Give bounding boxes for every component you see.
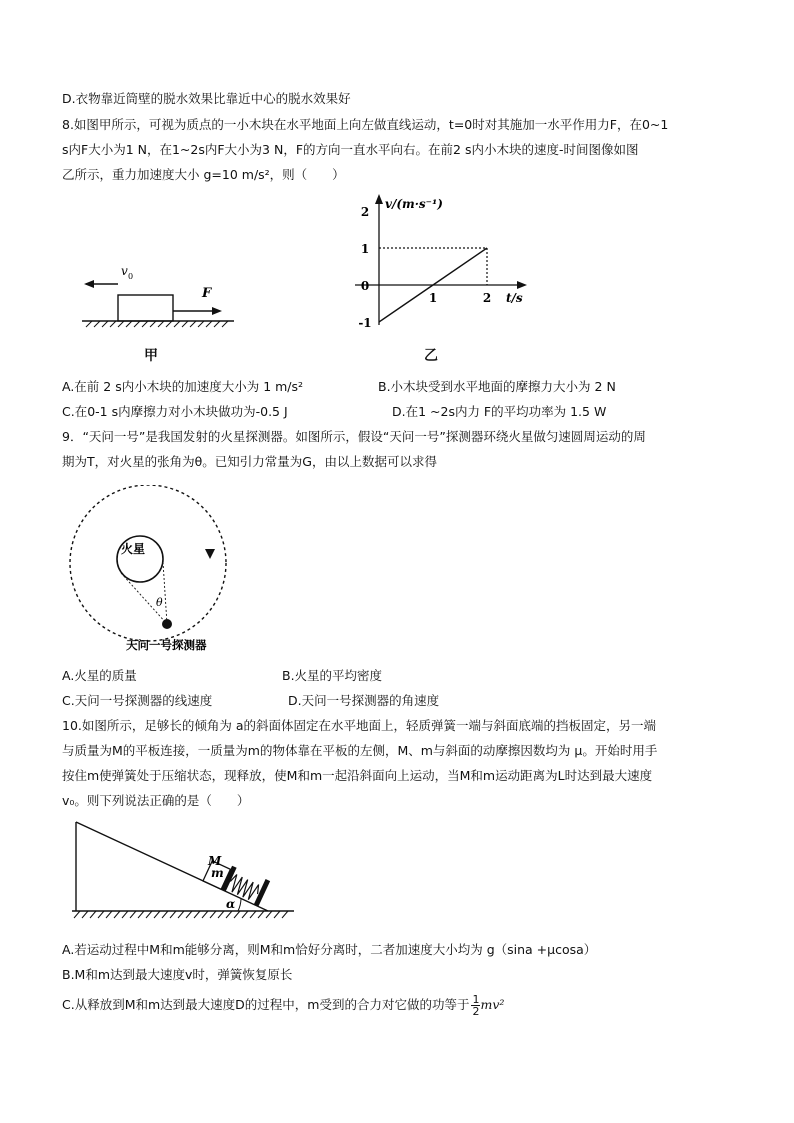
y-tick-label-2: 2 (360, 205, 370, 219)
label-m: m (211, 866, 224, 880)
q9-stem-2: 期为T，对火星的张角为θ。已知引力常量为G，由以上数据可以求得 (62, 454, 437, 469)
probe (162, 619, 172, 629)
incline-surface (76, 822, 268, 911)
q10-stem-1: 10.如图所示，足够长的倾角为 a的斜面体固定在水平地面上，轻质弹簧一端与斜面底端的挡板固定，另一端 (62, 718, 657, 733)
y-axis-label: v/(m·s⁻¹) (385, 197, 443, 211)
caption-jia: 甲 (144, 348, 158, 364)
block (118, 295, 173, 321)
q10-option-c-text: C.从释放到M和m达到最大速度D的过程中，m受到的合力对它做的功等于 (62, 997, 470, 1012)
q7-option-d: D.衣物靠近筒壁的脱水效果比靠近中心的脱水效果好 (62, 91, 351, 106)
mars-label: 火星 (121, 542, 146, 556)
theta-label: θ (156, 596, 163, 609)
q9-option-b: B.火星的平均密度 (282, 668, 383, 683)
fraction-half: $\frac{1}{2}$ (472, 993, 480, 1018)
q9-option-d: D.天问一号探测器的角速度 (288, 693, 440, 708)
q8-option-d: D.在1 ~2s内力 F的平均功率为 1.5 W (392, 404, 607, 419)
q8-option-a: A.在前 2 s内小木块的加速度大小为 1 m/s² (62, 379, 304, 394)
caption-yi: 乙 (424, 348, 438, 364)
y-tick-label--1: -1 (358, 316, 372, 330)
x-axis-label: t/s (506, 291, 523, 305)
q8-option-b: B.小木块受到水平地面的摩擦力大小为 2 N (378, 379, 616, 394)
q10-option-c (62, 994, 504, 1017)
q10-stem-3: 按住m使弹簧处于压缩状态，现释放，使M和m一起沿斜面向上运动，当M和m运动距离为L时达到最大速度 (62, 768, 653, 783)
q10-option-a: A.若运动过程中M和m能够分离，则M和m恰好分离时，二者加速度大小均为 g（sina +μcosa） (62, 942, 597, 957)
force-label: F (202, 286, 212, 301)
label-M: M (208, 854, 222, 868)
q10-stem-2: 与质量为M的平板连接，一质量为m的物体靠在平板的左侧，M、m与斜面的动摩擦因数均为 μ。开始时用手 (62, 743, 658, 758)
y-tick-label-0: 0 (360, 279, 370, 293)
q10-option-b: B.M和m达到最大速度v时，弹簧恢复原长 (62, 967, 293, 982)
figure-jia (78, 255, 248, 335)
v0-label: v (121, 264, 128, 278)
q8-stem-1: 8.如图甲所示，可视为质点的一小木块在水平地面上向左做直线运动，t=0时对其施加一水平作用力F，在0~1 (62, 117, 669, 132)
q8-stem-2: s内F大小为1 N，在1~2s内F大小为3 N，F的方向一直水平向右。在前2 s内小木块的速度-时间图像如图 (62, 142, 639, 157)
ground-hatch (86, 321, 228, 327)
q9-option-a: A.火星的质量 (62, 668, 137, 683)
x-tick-label-2: 2 (482, 291, 492, 305)
orbit-arrow (205, 549, 215, 559)
probe-label: 天问一号探测器 (126, 638, 207, 652)
y-tick-label-1: 1 (360, 242, 370, 256)
figure-incline (68, 818, 298, 924)
q9-stem-1: 9．“天问一号”是我国发射的火星探测器。如图所示，假设“天问一号”探测器环绕火星做匀速圆周运动的周 (62, 429, 646, 444)
stopper (254, 879, 270, 907)
q10-stem-4: v₀。则下列说法正确的是（ ） (62, 793, 250, 808)
x-tick-label-1: 1 (428, 291, 438, 305)
q8-stem-3: 乙所示，重力加速度大小 g=10 m/s²，则（ ） (62, 167, 345, 182)
v0-sub: 0 (128, 272, 134, 281)
figure-mars-orbit (60, 485, 240, 660)
figure-yi-vt-chart (355, 192, 535, 332)
q9-option-c: C.天问一号探测器的线速度 (62, 693, 213, 708)
label-alpha: α (226, 897, 236, 911)
formula-mv2: mv² (480, 997, 505, 1012)
q8-option-c: C.在0-1 s内摩擦力对小木块做功为-0.5 J (62, 404, 288, 419)
